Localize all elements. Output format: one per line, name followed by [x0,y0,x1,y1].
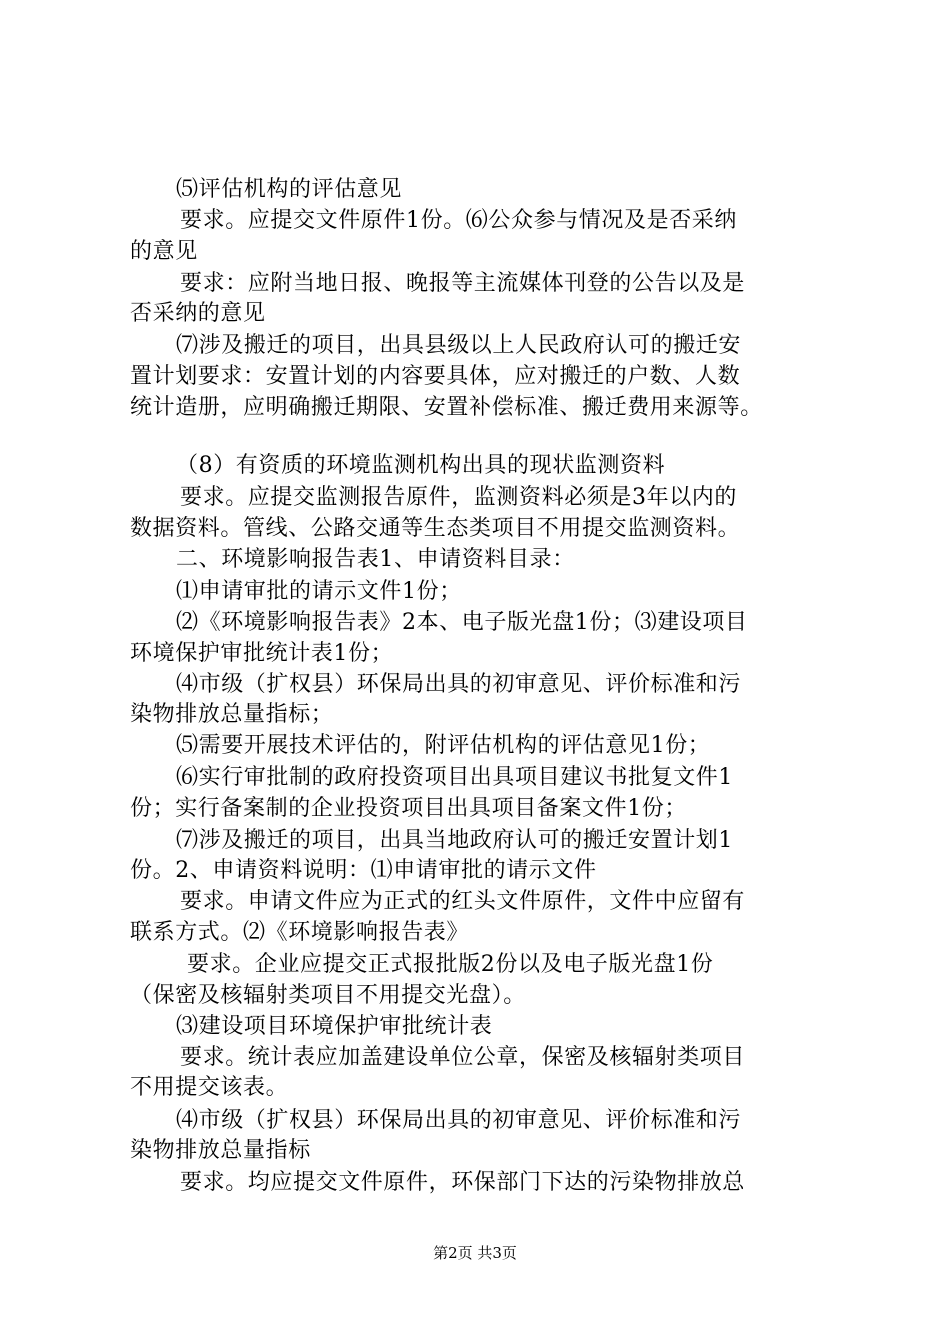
text-line: 份；实行备案制的企业投资项目出具项目备案文件1份； [130,796,687,821]
text-line: 要求。应提交监测报告原件，监测资料必须是3年以内的 [180,485,737,510]
text-line: 否采纳的意见 [130,301,266,326]
text-line: 环境保护审批统计表1份； [130,641,394,666]
text-line: 置计划要求：安置计划的内容要具体，应对搬迁的户数、人数 [130,364,741,389]
text-line: 数据资料。管线、公路交通等生态类项目不用提交监测资料。 [130,516,741,541]
text-line: 统计造册，应明确搬迁期限、安置补偿标准、搬迁费用来源等。 [130,395,763,420]
text-line: （8）有资质的环境监测机构出具的现状监测资料 [176,453,666,478]
text-line: 要求。应提交文件原件1份。⑹公众参与情况及是否采纳 [180,208,737,233]
text-line: ⑹实行审批制的政府投资项目出具项目建议书批复文件1 [176,765,733,790]
text-line: 要求。均应提交文件原件，环保部门下达的污染物排放总 [180,1170,746,1195]
text-line: 要求。申请文件应为正式的红头文件原件，文件中应留有 [180,889,746,914]
text-line: 要求：应附当地日报、晚报等主流媒体刊登的公告以及是 [180,271,746,296]
text-line: ⑵《环境影响报告表》2本、电子版光盘1份；⑶建设项目 [176,610,748,635]
page-number-footer: 第2页 共3页 [433,1244,517,1262]
text-line: ⑺涉及搬迁的项目，出具县级以上人民政府认可的搬迁安 [176,333,742,358]
text-line: 不用提交该表。 [130,1075,289,1100]
text-line: 要求。企业应提交正式报批版2份以及电子版光盘1份 [187,952,714,977]
text-line: 要求。统计表应加盖建设单位公章，保密及核辐射类项目 [180,1045,746,1070]
text-line: ⑷市级（扩权县）环保局出具的初审意见、评价标准和污 [176,672,742,697]
text-line: 染物排放总量指标； [130,702,334,727]
text-line: 二、环境影响报告表1、申请资料目录： [176,547,575,572]
text-line: ⑸评估机构的评估意见 [176,177,403,202]
text-line: ⑷市级（扩权县）环保局出具的初审意见、评价标准和污 [176,1108,742,1133]
text-line: 份。2、申请资料说明：⑴申请审批的请示文件 [130,858,597,883]
text-line: （保密及核辐射类项目不用提交光盘）。 [130,983,526,1008]
text-line: ⑺涉及搬迁的项目，出具当地政府认可的搬迁安置计划1 [176,828,733,853]
text-line: ⑸需要开展技术评估的，附评估机构的评估意见1份； [176,733,711,758]
text-line: 的意见 [130,239,198,264]
text-line: 染物排放总量指标 [130,1138,311,1163]
text-line: ⑶建设项目环境保护审批统计表 [176,1014,493,1039]
text-line: 联系方式。⑵《环境影响报告表》 [130,920,470,945]
text-line: ⑴申请审批的请示文件1份； [176,579,462,604]
